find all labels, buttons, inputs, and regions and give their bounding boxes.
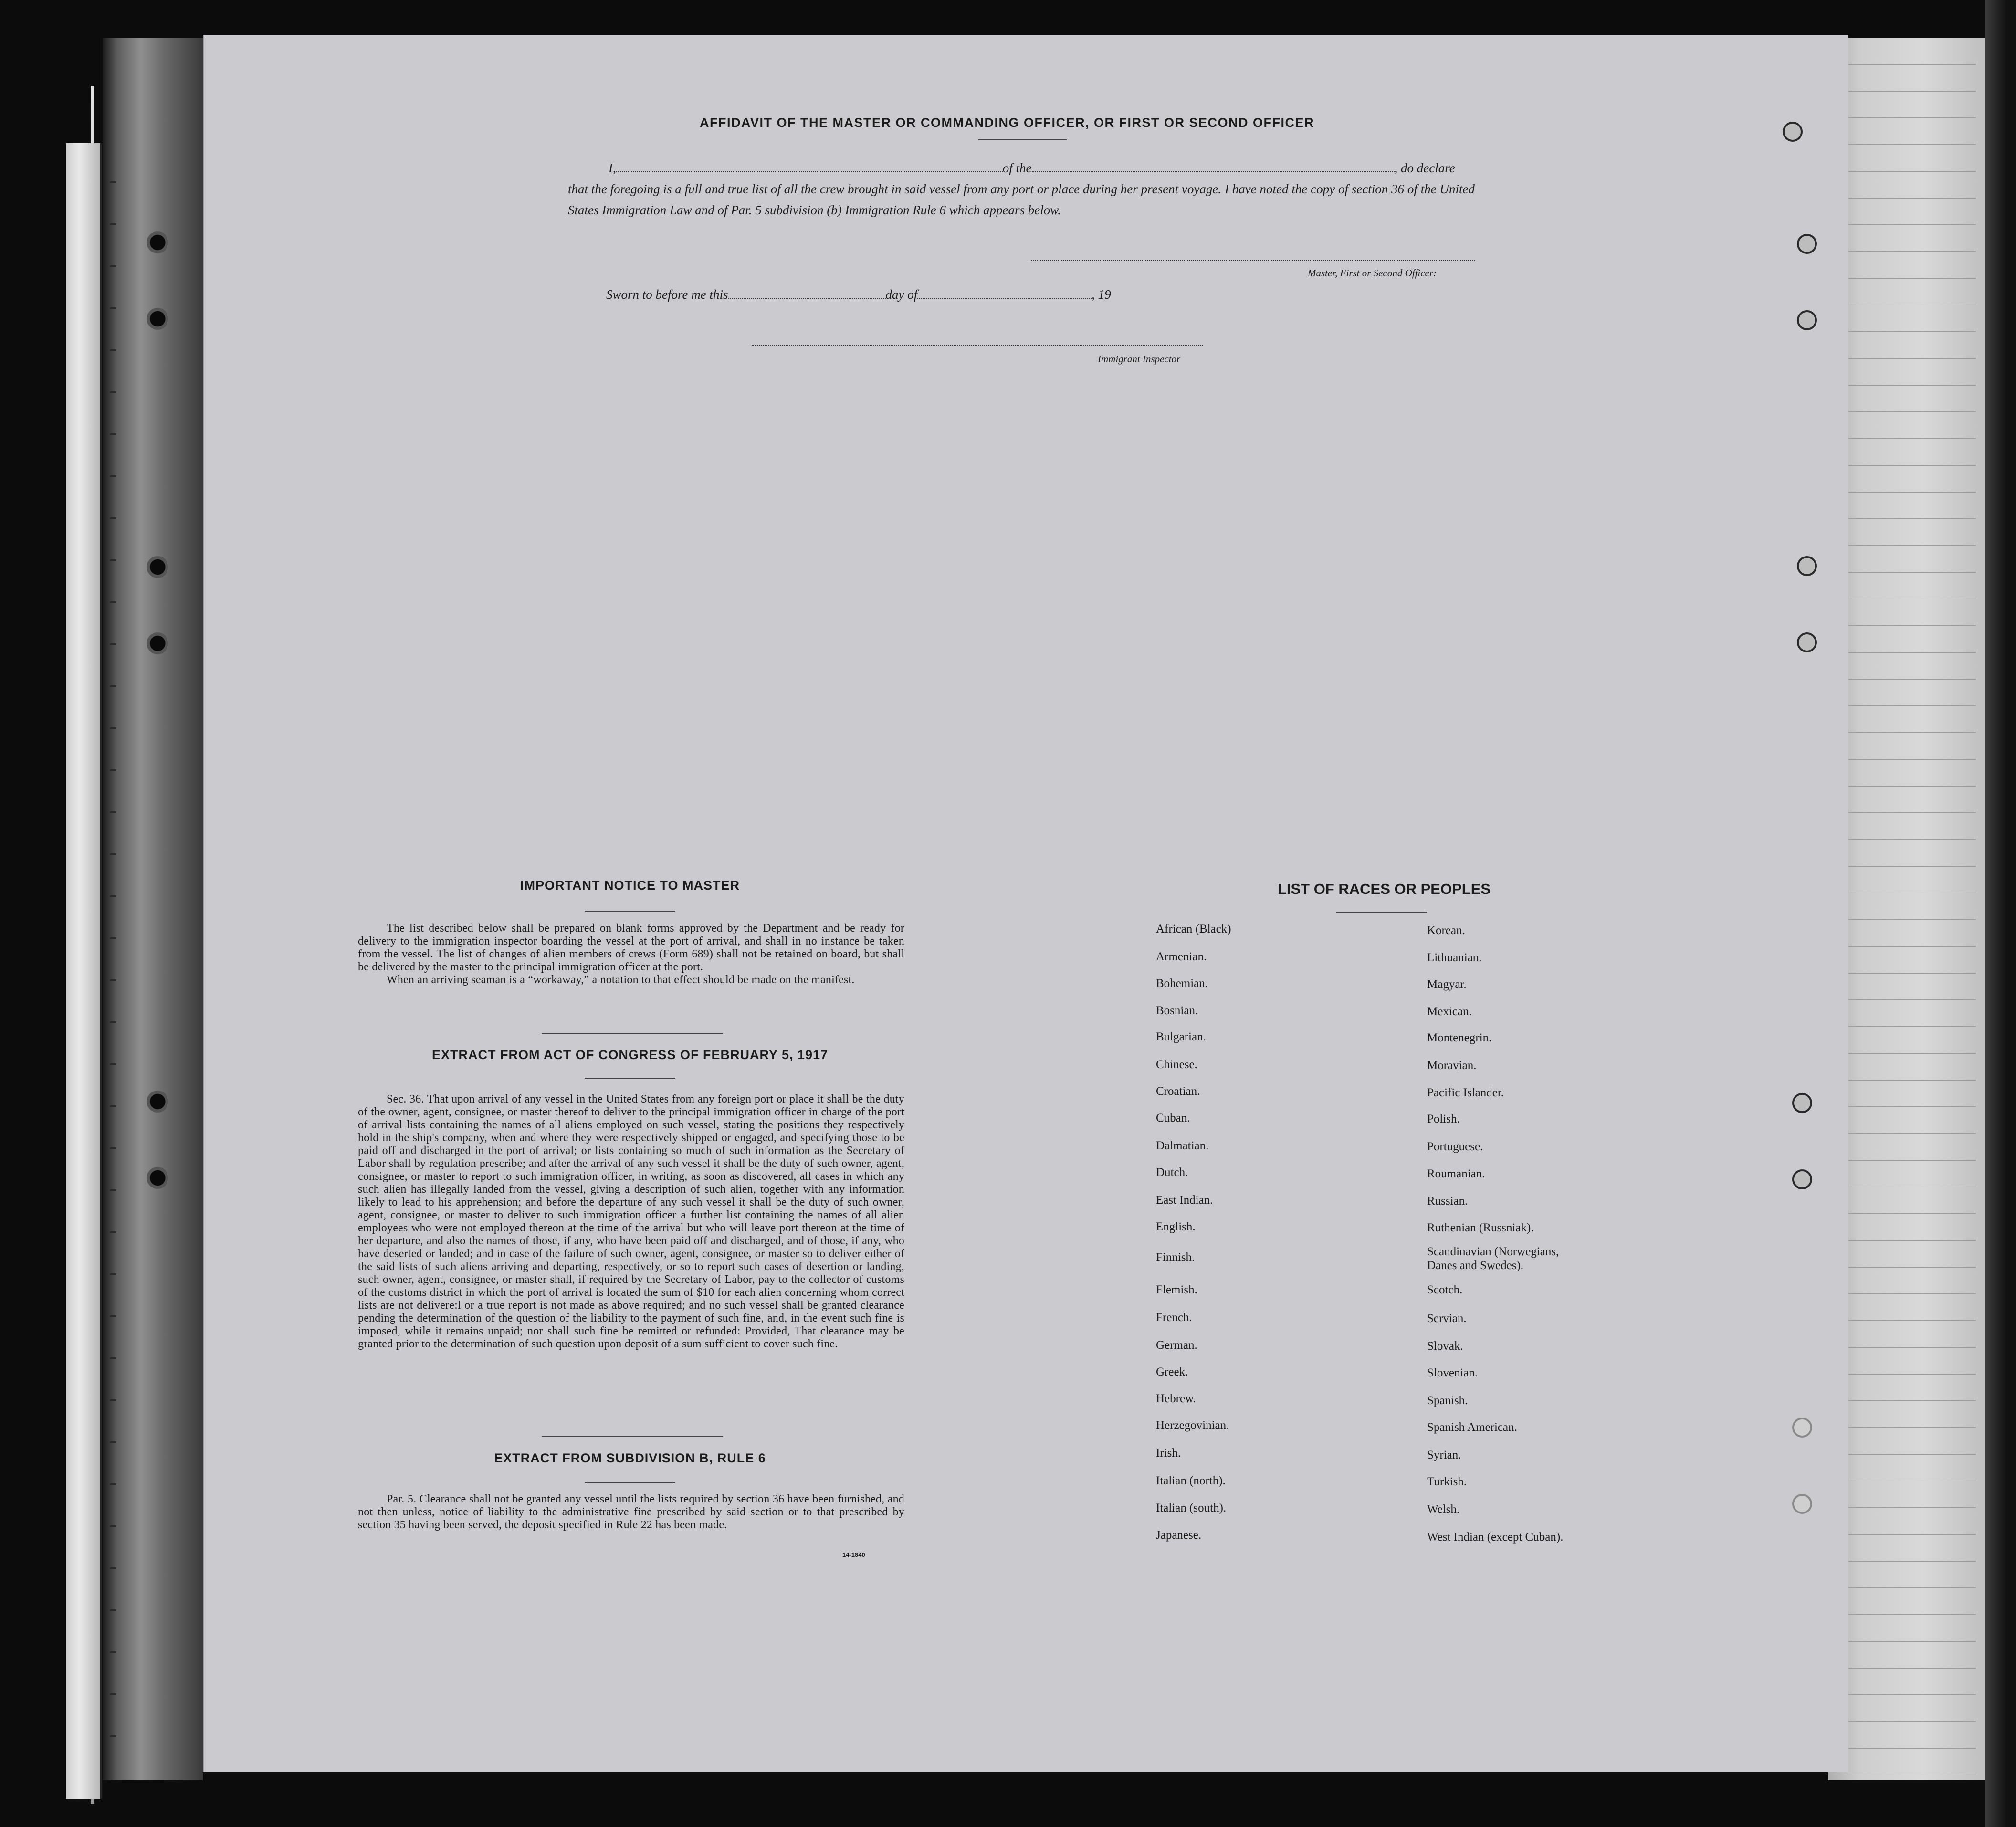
- right-race-item: West Indian (except Cuban).: [1427, 1531, 1564, 1544]
- declare-label: , do declare: [1394, 161, 1455, 175]
- notice-title: IMPORTANT NOTICE TO MASTER: [520, 878, 740, 892]
- left-race-item: Croatian.: [1156, 1085, 1200, 1098]
- punch-hole-icon: [1792, 1418, 1812, 1438]
- left-race-item: Armenian.: [1156, 950, 1207, 963]
- left-race-item: Herzegovinian.: [1156, 1419, 1229, 1432]
- master-signature-label: Master, First or Second Officer:: [1308, 267, 1437, 279]
- left-race-item: African (Black): [1156, 923, 1231, 935]
- right-race-item: Polish.: [1427, 1113, 1460, 1125]
- right-race-item: Turkish.: [1427, 1475, 1467, 1488]
- notice-body: [358, 922, 904, 987]
- left-race-item: English.: [1156, 1220, 1196, 1233]
- punch-hole-icon: [1797, 234, 1817, 254]
- left-race-item: French.: [1156, 1311, 1192, 1324]
- binder-hole-icon: [146, 229, 168, 256]
- binder-spine: [103, 38, 203, 1780]
- punch-hole-icon: [1797, 556, 1817, 576]
- right-race-item: Servian.: [1427, 1312, 1467, 1325]
- next-page-edge: [1828, 38, 1985, 1780]
- next-page-ruling: [1847, 38, 1976, 1780]
- punch-hole-icon: [1797, 310, 1817, 330]
- section-divider: [542, 1436, 723, 1437]
- binder-hole-icon: [146, 554, 168, 580]
- binder-hole-icon: [146, 630, 168, 657]
- extract-rule-body: [358, 1493, 904, 1532]
- left-race-item: Flemish.: [1156, 1283, 1197, 1296]
- right-race-item: Roumanian.: [1427, 1167, 1485, 1180]
- affidavit-title: AFFIDAVIT OF THE MASTER OR COMMANDING OFFICER, OR FIRST OR SECOND OFFICER: [700, 116, 1314, 130]
- right-race-item: Korean.: [1427, 924, 1465, 937]
- inspector-label: Immigrant Inspector: [1098, 353, 1181, 365]
- races-title: LIST OF RACES OR PEOPLES: [1277, 881, 1491, 897]
- declaration-line: [568, 158, 1475, 178]
- i-label: I,: [609, 161, 616, 175]
- punch-hole-icon: [1783, 122, 1803, 142]
- left-race-item: East Indian.: [1156, 1194, 1213, 1207]
- affidavit-declaration: [568, 158, 1475, 220]
- inspector-signature-line[interactable]: [752, 345, 1203, 346]
- vessel-blank[interactable]: [1032, 160, 1395, 172]
- left-race-item: German.: [1156, 1339, 1197, 1352]
- right-race-item: Slovenian.: [1427, 1366, 1478, 1379]
- title-rule: [978, 139, 1067, 140]
- left-race-item: Chinese.: [1156, 1058, 1197, 1071]
- right-race-item: Syrian.: [1427, 1449, 1461, 1461]
- left-race-item: Bulgarian.: [1156, 1030, 1206, 1043]
- sworn-day-blank[interactable]: [728, 286, 886, 299]
- right-race-item: Moravian.: [1427, 1059, 1477, 1072]
- right-race-item: Pacific Islander.: [1427, 1086, 1504, 1099]
- right-race-item: Portuguese.: [1427, 1140, 1483, 1153]
- scan-right-border: [1985, 0, 2016, 1827]
- notice-paragraph-1: The list described below shall be prepared on blank forms approved by the Department and be ready for delivery to the immigration inspector boarding the vessel at the port of arrival, and shall in no instance be taken from the vessel. The list of changes of alien members of crews (Form 689) shall not be retained on board, but shall be delivered by the master to the principal immigration officer at the port.: [358, 922, 904, 973]
- right-race-item: Welsh.: [1427, 1503, 1460, 1516]
- left-race-item: Italian (south).: [1156, 1502, 1227, 1514]
- punch-hole-icon: [1792, 1169, 1812, 1189]
- right-race-item: Scotch.: [1427, 1283, 1463, 1296]
- sworn-label: Sworn to before me this: [606, 287, 728, 302]
- punch-hole-icon: [1797, 632, 1817, 652]
- left-race-item: Italian (north).: [1156, 1474, 1226, 1487]
- punch-hole-icon: [1792, 1093, 1812, 1113]
- right-race-item: Spanish.: [1427, 1394, 1468, 1407]
- right-race-item: Mexican.: [1427, 1005, 1472, 1018]
- binder-strip: [66, 143, 102, 1799]
- right-race-item: Slovak.: [1427, 1340, 1463, 1353]
- day-of-label: day of: [885, 287, 918, 302]
- notice-paragraph-2: When an arriving seaman is a “workaway,” a notation to that effect should be made on the manifest.: [387, 974, 855, 986]
- affidavit-statement: that the foregoing is a full and true list of all the crew brought in said vessel from any port or place during her present voyage. I have noted the copy of section 36 of the United States Immigration Law and of Par. 5 subdivision (b) Immigration Rule 6 which appears below.: [568, 182, 1475, 217]
- master-signature-line[interactable]: [1029, 260, 1475, 261]
- left-race-item: Japanese.: [1156, 1529, 1202, 1542]
- right-race-item: Spanish American.: [1427, 1421, 1517, 1434]
- section-36-text: Sec. 36. That upon arrival of any vessel in the United States from any foreign port or place it shall be the duty of the owner, agent, consignee, or master thereof to deliver to the principal immigration officer in charge of the port of arrival lists containing the names of all aliens employed on such vessel, stating the positions they respectively hold in the ship's company, when and where they were respectively shipped or engaged, and specifying those to be paid off and discharged in the port of arrival; or lists containing so much of such information as the Secretary of Labor shall by regulation prescribe; and after the arrival of any such vessel it shall be the duty of such owner, agent, consignee, or master to report to such immigration officer, in writing, as soon as discovered, all cases in which any such alien has illegally landed from the vessel, giving a description of such alien, together with any information likely to lead to his apprehension; and before the departure of any such vessel it shall be the duty of such owner, agent, consignee, or master to deliver to such immigration officer a further list containing the names of all alien employees who were not employed thereon at the time of the arrival but who will leave port thereon at the time of her departure, and also the names of those, if any, who have been paid off and discharged, and of those, if any, who have deserted or landed; and in case of the failure of such owner, agent, consignee, or master so to deliver either of the said lists of such aliens arriving and departing, respectively, or so to report such cases of desertion or landing, such owner, agent, consignee, or master shall, if required by the Secretary of Labor, pay to the collector of customs of the customs district in which the port of arrival is located the sum of $10 for each alien concerning whom correct lists are not delivere:l or a true report is not made as above required; and no such vessel shall be granted clearance pending the determination of the question of the liability to the payment of such fine, and, in the event such fine is imposed, while it remains unpaid; nor shall such fine be remitted or refunded: Provided, That clearance may be granted prior to the determination of such question upon deposit of a sum sufficient to cover such fine.: [358, 1093, 904, 1350]
- name-blank[interactable]: [616, 160, 1003, 172]
- left-race-item: Bosnian.: [1156, 1004, 1198, 1017]
- sworn-month-blank[interactable]: [917, 286, 1092, 299]
- left-race-item: Irish.: [1156, 1447, 1181, 1460]
- left-race-item: Bohemian.: [1156, 977, 1208, 990]
- punch-hole-icon: [1792, 1494, 1812, 1514]
- year-label: , 19: [1092, 287, 1111, 302]
- left-race-item: Greek.: [1156, 1365, 1188, 1378]
- left-race-item: Dalmatian.: [1156, 1139, 1209, 1152]
- extract-act-title: EXTRACT FROM ACT OF CONGRESS OF FEBRUARY 5, 1917: [431, 1048, 829, 1062]
- binder-hole-icon: [146, 1165, 168, 1191]
- right-race-item: Scandinavian (Norwegians, Danes and Swedes).: [1427, 1245, 1559, 1272]
- par-5-text: Par. 5. Clearance shall not be granted any vessel until the lists required by section 36 have been furnished, and not then unless, notice of liability to the administrative fine prescribed by said section or to that prescribed by section 35 having been served, the deposit specified in Rule 22 has been made.: [358, 1493, 904, 1531]
- of-the-label: of the: [1002, 161, 1032, 175]
- right-race-item: Montenegrin.: [1427, 1031, 1492, 1044]
- races-rule: [1336, 912, 1427, 913]
- binder-hole-icon: [146, 305, 168, 332]
- right-race-item: Ruthenian (Russniak).: [1427, 1221, 1534, 1234]
- sworn-line: [606, 286, 1111, 302]
- extract-act-rule: [585, 1078, 675, 1079]
- binder-hole-icon: [146, 1088, 168, 1115]
- extract-rule-title: EXTRACT FROM SUBDIVISION B, RULE 6: [494, 1451, 766, 1465]
- left-race-item: Dutch.: [1156, 1166, 1188, 1179]
- extract-rule-rule: [585, 1482, 675, 1483]
- notice-rule: [585, 911, 675, 912]
- left-race-item: Hebrew.: [1156, 1392, 1196, 1405]
- right-race-item: Russian.: [1427, 1195, 1468, 1208]
- extract-act-body: [358, 1093, 904, 1351]
- binder-ruler-ticks: [110, 181, 116, 1756]
- left-race-item: Cuban.: [1156, 1112, 1190, 1124]
- left-race-item: Finnish.: [1156, 1251, 1195, 1264]
- right-race-item: Magyar.: [1427, 978, 1467, 991]
- form-number: 14-1840: [842, 1551, 865, 1558]
- section-divider: [542, 1033, 723, 1034]
- right-race-item: Lithuanian.: [1427, 951, 1482, 964]
